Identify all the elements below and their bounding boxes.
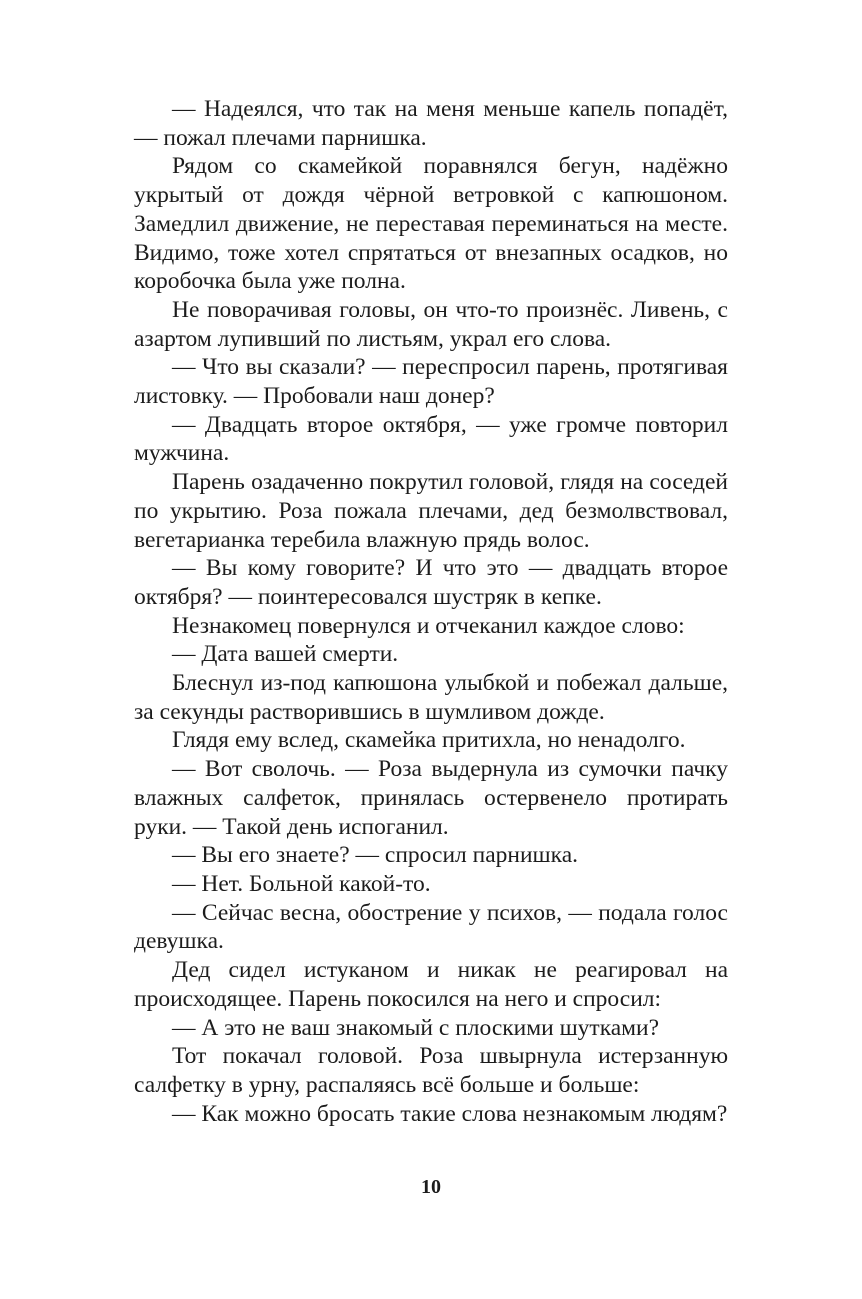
paragraph-10: Блеснул из-под капюшона улыбкой и побежал дальше, за секунды растворившись в шумливом дожде. [134, 670, 728, 725]
paragraph-14: — Нет. Больной какой-то. [172, 870, 431, 897]
paragraph-18: Тот покачал головой. Роза швырнула истерзанную салфетку в урну, распаляясь всё больше и больше: [134, 1043, 728, 1098]
paragraph-1: — Надеялся, что так на меня меньше капель попадёт, — пожал плечами парнишка. [134, 96, 728, 151]
paragraph-17: — А это не ваш знакомый с плоскими шутками? [172, 1014, 660, 1041]
body-text [134, 95, 728, 1128]
paragraph-16: Дед сидел истуканом и никак не реагировал на происходящее. Парень покосился на него и спросил: [134, 957, 728, 1012]
paragraph-19: — Как можно бросать такие слова незнакомым людям? [172, 1100, 728, 1127]
paragraph-2: Рядом со скамейкой поравнялся бегун, надёжно укрытый от дождя чёрной ветровкой с капюшоном. Замедлил движение, не переставая переминаться на месте. Видимо, тоже хотел спрятаться от внезапных осадков, но коробочка была уже полна. [134, 153, 728, 295]
page-number: 10 [421, 1176, 441, 1198]
paragraph-15: — Сейчас весна, обострение у психов, — подала голос девушка. [134, 899, 728, 955]
paragraph-9: — Дата вашей смерти. [172, 641, 399, 668]
paragraph-13: — Вы его знаете? — спросил парнишка. [172, 842, 578, 869]
paragraph-6: Парень озадаченно покрутил головой, глядя на соседей по укрытию. Роза пожала плечами, дед безмолвствовал, вегетарианка теребила влажную прядь волос. [134, 469, 728, 553]
paragraph-4: — Что вы сказали? — переспросил парень, протягивая листовку. — Пробовали наш донер? [134, 354, 728, 410]
paragraph-3: Не поворачивая головы, он что-то произнёс. Ливень, с азартом лупивший по листьям, украл его слова. [134, 296, 728, 352]
paragraph-7: — Вы кому говорите? И что это — двадцать второе октября? — поинтересовался шустряк в кепке. [134, 555, 728, 610]
paragraph-5: — Двадцать второе октября, — уже громче повторил мужчина. [134, 411, 728, 467]
paragraph-12: — Вот сволочь. — Роза выдернула из сумочки пачку влажных салфеток, принялась остервенело протирать руки. — Такой день испоганил. [134, 756, 728, 840]
paragraph-8: Незнакомец повернулся и отчеканил каждое слово: [172, 612, 685, 639]
paragraph-11: Глядя ему вслед, скамейка притихла, но ненадолго. [172, 727, 686, 754]
